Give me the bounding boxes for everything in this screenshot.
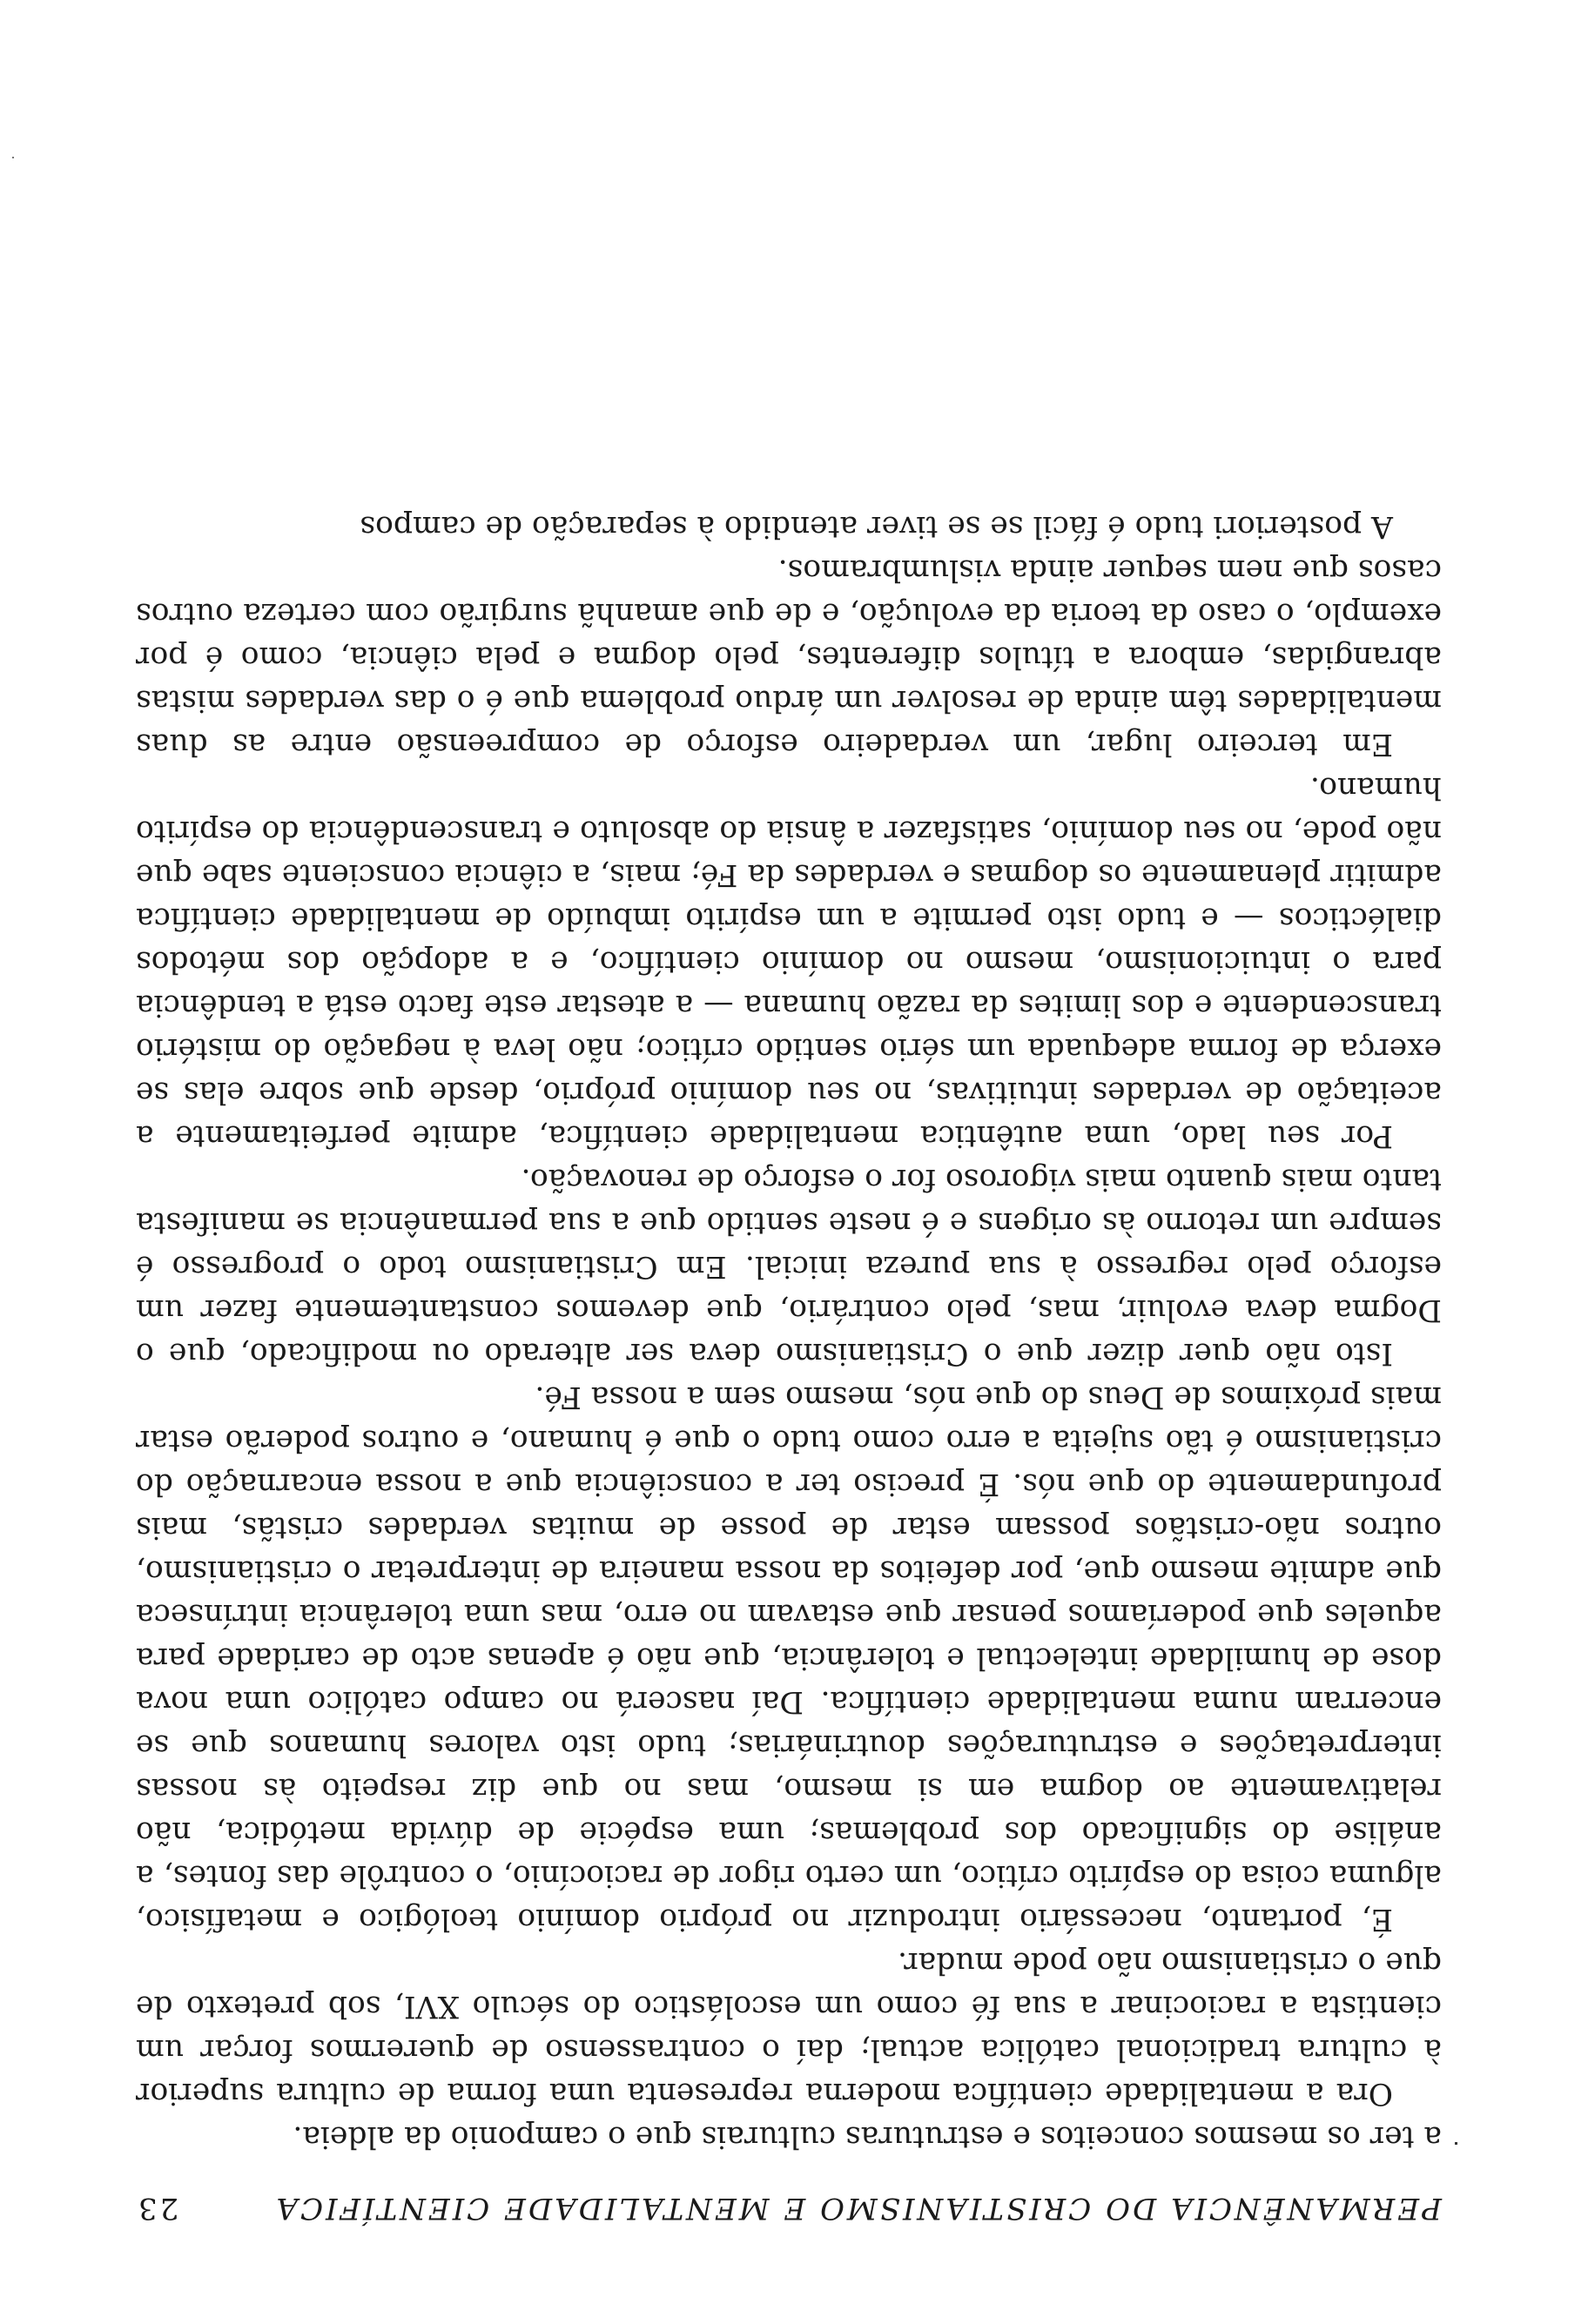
- edge-dot: [12, 157, 14, 158]
- paragraph: a ter os mesmos conceitos e estruturas culturais que o camponio da aldeia.: [293, 2119, 1442, 2154]
- running-header: [136, 2173, 1442, 2226]
- body-text: [136, 505, 1442, 2159]
- paragraph: A posteriori tudo é fácil se se tiver atendido à separação de campos: [360, 509, 1393, 544]
- page-number: 23: [136, 2191, 179, 2226]
- paragraph: Em terceiro lugar, um verdadeiro esforço de compreensão entre as duas mentalidades têm ainda de resolver um árduo problema que é o das verdades mistas abrangidas, embora a títulos diferentes, pelo dogma e pela ciência, como é por exemplo, o caso da teoria da evolução, e de que amanhã surgirão com certeza outros casos que nem sequer ainda vislumbramos.: [136, 553, 1442, 762]
- paragraph: Ora a mentalidade científica moderna representa uma forma de cultura superior à cultura tradicional católica actual; daí o contrassenso de querermos forçar um cientista a raciocinar a sua fé como um escolástico do século XVI, sob pretexto de que o cristianismo não pode mudar.: [136, 1945, 1442, 2111]
- running-title: PERMANÊNCIA DO CRISTIANISMO E MENTALIDADE CIENTÍFICA: [273, 2191, 1442, 2226]
- paragraph: É, portanto, necessário introduzir no próprio domínio teológico e metafísico, alguma coisa do espírito crítico, um certo rigor de raciocínio, o contrôle das fontes, a análise do significado dos problemas; uma espécie de dúvida metódica, não relativamente ao dogma em si mesmo, mas no que diz respeito às nossas interpretações e estruturações doutrinárias; tudo isto valores humanos que se encerram numa mentalidade científica. Daí nascerá no campo católico uma nova dose de humildade intelectual e tolerância, que não é apenas acto de caridade para aqueles que poderíamos pensar que estavam no erro, mas uma tolerância intrínseca que admite mesmo que, por defeitos da nossa maneira de interpretar o cristianismo, outros não-cristãos possam estar de posse de muitas verdades cristãs, mais profundamente do que nós. É preciso ter a consciência que a nossa encarnação do cristianismo é tão sujeita a erro como tudo o que é humano, e outros poderão estar mais próximos de Deus do que nós, mesmo sem a nossa Fé.: [136, 1380, 1442, 1937]
- paragraph: Por seu lado, uma autêntica mentalidade científica, admite perfeitamente a aceitação de verdades intuitivas, no seu domínio próprio, desde que sobre elas se exerça de forma adequada um sério sentido crítico; não leva à negação do mistério transcendente e dos limites da razão humana — a atestar este facto está a tendência para o intuicionismo, mesmo no domínio científico, e a adopção dos métodos dialécticos — e tudo isto permite a um espírito imbuído de mentalidade científica admitir plenamente os dogmas e verdades da Fé; mais, a ciência consciente sabe que não pode, no seu domínio, satisfazer a ânsia do absoluto e transcendência do espírito humano.: [136, 770, 1442, 1153]
- paragraph: Isto não quer dizer que o Cristianismo deva ser alterado ou modificado, que o Dogma deva evoluir, mas, pelo contrário, que devemos constantemente fazer um esforço pelo regresso à sua pureza inicial. Em Cristianismo todo o progresso é sempre um retorno às origens e é neste sentido que a sua permanência se manifesta tanto mais quanto mais vigoroso for o esforço de renovação.: [136, 1162, 1442, 1371]
- margin-dot: [1455, 2142, 1457, 2145]
